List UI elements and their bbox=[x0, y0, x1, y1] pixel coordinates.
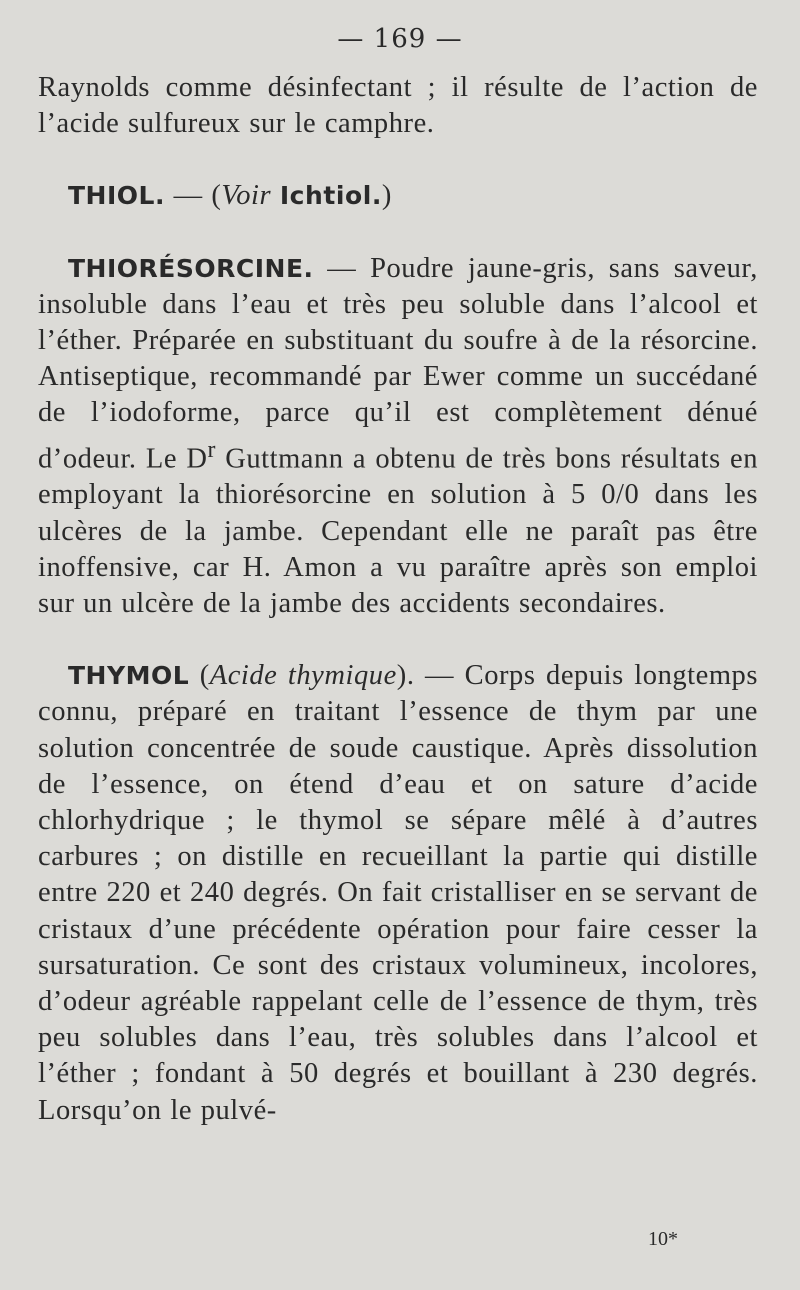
thymol-alias: Acide thymique bbox=[209, 660, 397, 692]
entry-thiol bbox=[38, 178, 758, 214]
thymol-open: ( bbox=[189, 660, 210, 692]
paragraph-gap bbox=[38, 622, 758, 658]
thymol-text: ). — Corps depuis longtemps connu, préparé en traitant l’essence de thym par une solution concentrée de soude caustique. Après dissolution de l’essence, on étend d’eau et on sature d’acide chlorhydrique ; le thymol se sépare mêlé à d’autres carbures ; on distille en recueillant la partie qui distille entre 220 et 240 degrés. On fait cristalliser en se servant de cristaux d’une précédente opération pour faire cesser la sursaturation. Ce sont des cristaux volumineux, incolores, d’odeur agréable rappelant celle de l’essence de thym, très peu solubles dans l’eau, très solubles dans l’alcool et l’éther ; fondant à 50 degrés et bouillant à 230 degrés. Lorsqu’on le pulvé- bbox=[38, 660, 758, 1126]
page-text bbox=[38, 70, 758, 1129]
thiol-dash: — ( bbox=[164, 180, 222, 212]
thiol-voir: Voir bbox=[221, 180, 272, 212]
thiol-reference: Ichtiol. bbox=[279, 181, 382, 211]
entry-term-thiol: THIOL. bbox=[68, 181, 165, 211]
entry-thioresorcine bbox=[38, 251, 758, 623]
thioresorcine-superscript: r bbox=[207, 436, 216, 463]
signature-mark: 10* bbox=[648, 1228, 678, 1250]
entry-term-thioresorcine: THIORÉSORCINE. bbox=[68, 253, 314, 283]
page-number: — 169 — bbox=[337, 24, 463, 54]
paragraph-gap bbox=[38, 142, 758, 178]
continuation-paragraph: Raynolds comme désinfectant ; il résulte de l’action de l’acide sulfureux sur le camphre. bbox=[38, 72, 758, 140]
paragraph-gap bbox=[38, 215, 758, 251]
thioresorcine-text-1: — Poudre jaune-gris, sans saveur, insoluble dans l’eau et très peu soluble dans l’alcool et l’éther. Préparée en substituant du soufre à de la résorcine. Antiseptique, recommandé par Ewer comme un succédané de l’iodoforme, parce qu’il est complètement dénué d’odeur. Le D bbox=[38, 252, 758, 475]
thioresorcine-text-2: Guttmann a obtenu de très bons résultats en employant la thiorésorcine en solution à 5 0/0 dans les ulcères de la jambe. Cependant elle ne paraît pas être inoffensive, car H. Amon a vu paraître après son emploi sur un ulcère de la jambe des accidents secondaires. bbox=[38, 443, 758, 619]
entry-thymol bbox=[38, 658, 758, 1129]
thiol-close: ) bbox=[381, 180, 392, 212]
entry-term-thymol: THYMOL bbox=[68, 661, 190, 691]
